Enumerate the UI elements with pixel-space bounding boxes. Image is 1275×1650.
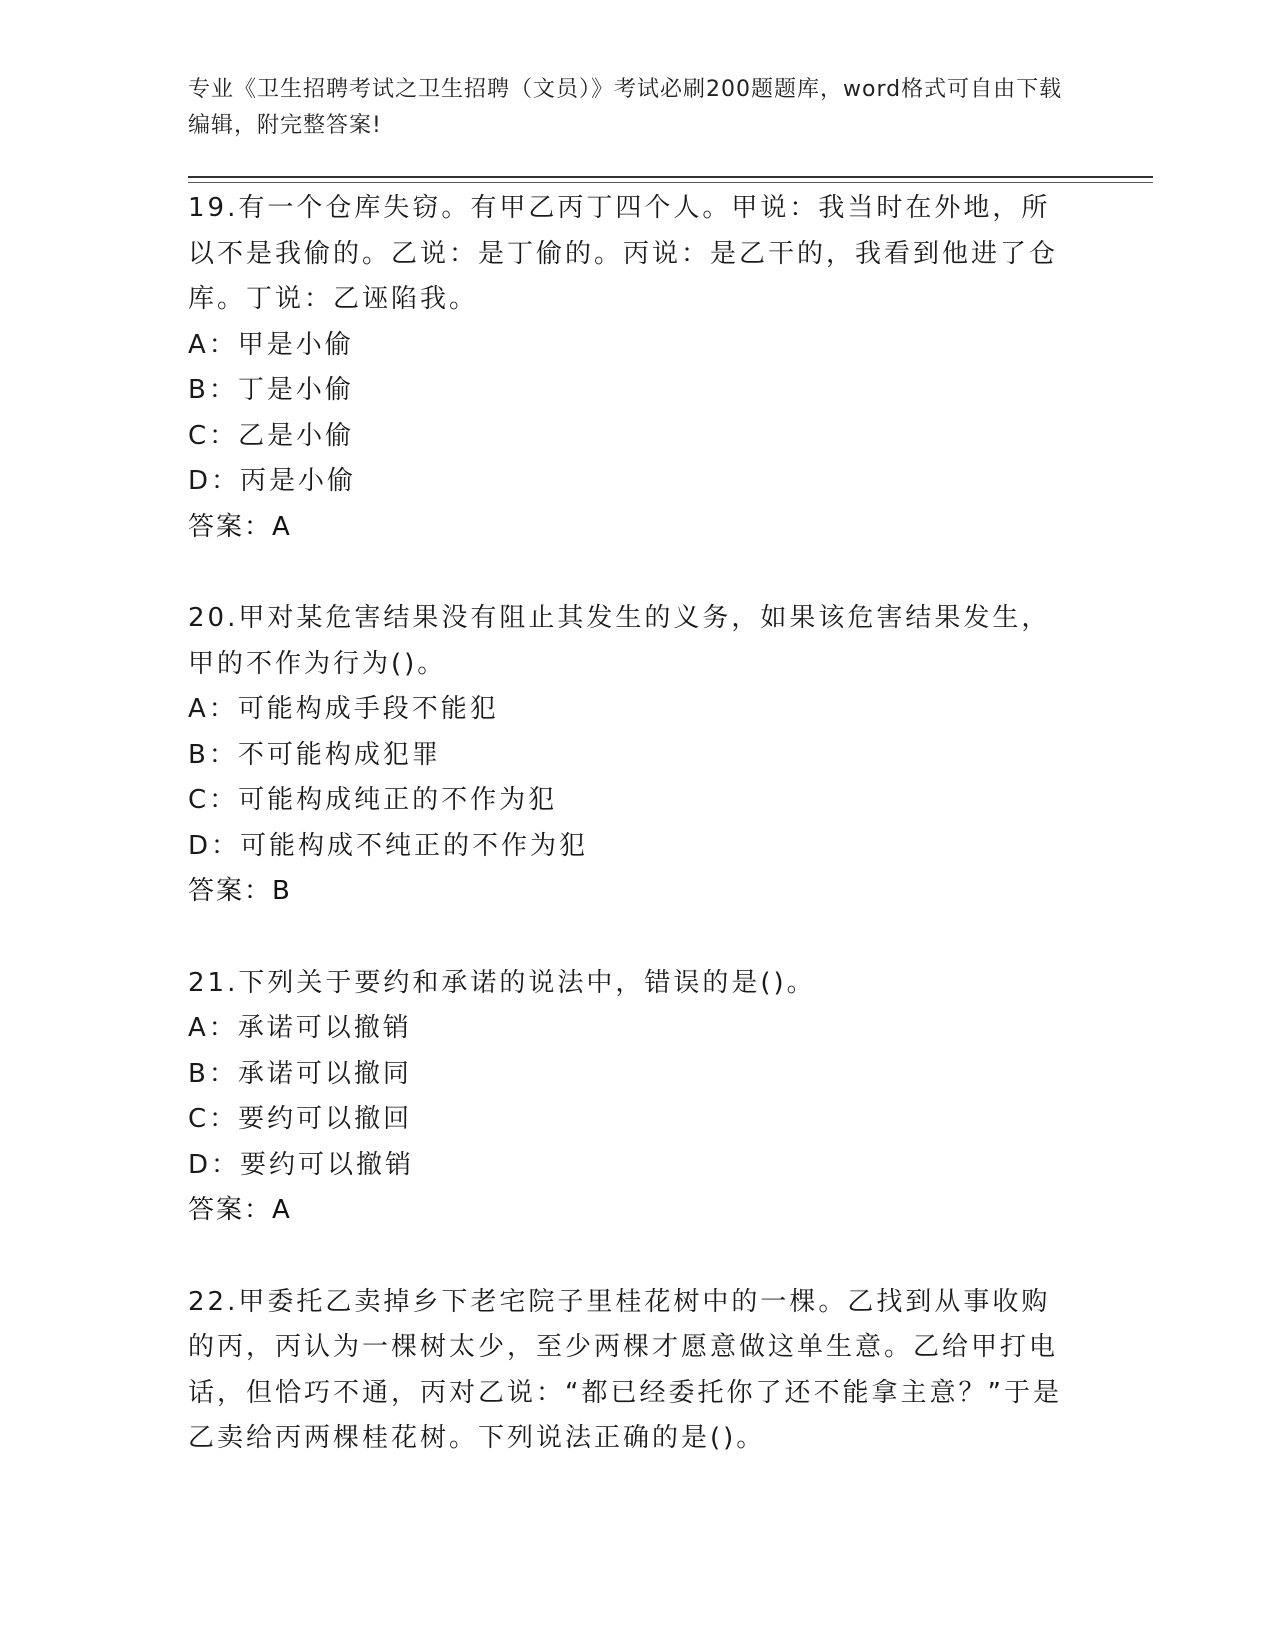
answer-line <box>188 1188 1078 1234</box>
answer-label: 答案： <box>188 1195 273 1225</box>
option-a: A：承诺可以撤销 <box>188 1013 412 1043</box>
option-d: D：丙是小偷 <box>188 466 357 496</box>
answer-value: B <box>272 876 291 906</box>
question-list <box>188 186 1078 1508</box>
question-stem: 22.甲委托乙卖掉乡下老宅院子里桂花树中的一棵。乙找到从事收购的丙，丙认为一棵树太少，至少两棵才愿意做这单生意。乙给甲打电话，但恰巧不通，丙对乙说：“都已经委托你了还不能拿主意？”于是乙卖给丙两棵桂花树。下列说法正确的是()。 <box>188 1286 1062 1453</box>
option-d: D：要约可以撤销 <box>188 1149 415 1180</box>
option-d: D：可能构成不纯正的不作为犯 <box>188 830 589 861</box>
option-c: C：可能构成纯正的不作为犯 <box>188 785 558 815</box>
question-stem: 20.甲对某危害结果没有阻止其发生的义务，如果该危害结果发生，甲的不作为行为()。 <box>188 603 1051 679</box>
option-c: C：乙是小偷 <box>188 420 355 451</box>
question-stem: 21.下列关于要约和承诺的说法中，错误的是()。 <box>188 967 816 998</box>
option-a: A：可能构成手段不能犯 <box>188 694 499 724</box>
document-header: 专业《卫生招聘考试之卫生招聘（文员）》考试必刷200题题库，word格式可自由下载编辑，附完整答案! <box>188 77 1063 138</box>
question-19 <box>188 186 1078 550</box>
answer-label: 答案： <box>188 511 273 542</box>
answer-line <box>188 869 1078 915</box>
question-stem: 19.有一个仓库失窃。有甲乙丙丁四个人。甲说：我当时在外地，所以不是我偷的。乙说：是丁偷的。丙说：是乙干的，我看到他进了仓库。丁说：乙诬陷我。 <box>188 193 1059 314</box>
option-b: B：不可能构成犯罪 <box>188 739 441 770</box>
answer-value: A <box>272 1195 291 1225</box>
option-b: B：承诺可以撤同 <box>188 1058 412 1089</box>
header-divider-thick <box>188 176 1153 178</box>
option-b: B：丁是小偷 <box>188 375 354 405</box>
answer-value: A <box>272 511 291 542</box>
answer-line <box>188 505 1078 551</box>
question-20 <box>188 596 1078 915</box>
option-a: A：甲是小偷 <box>188 329 354 360</box>
answer-label: 答案： <box>188 876 273 906</box>
question-22 <box>188 1280 1078 1462</box>
option-c: C：要约可以撤回 <box>188 1104 413 1134</box>
header-divider-thin <box>188 182 1153 183</box>
question-21 <box>188 961 1078 1234</box>
